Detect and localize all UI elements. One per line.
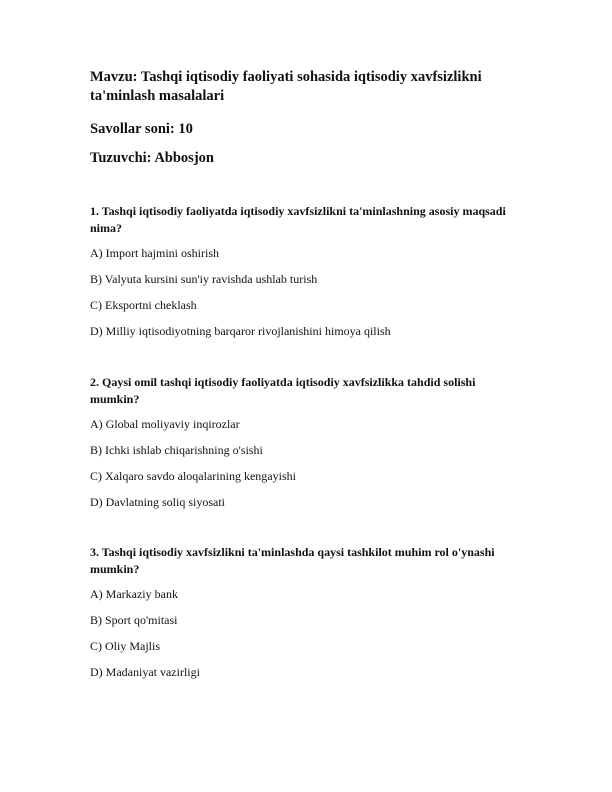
author-line: Tuzuvchi: Abbosjon — [90, 150, 214, 166]
question-text: 2. Qaysi omil tashqi iqtisodiy faoliyatda iqtisodiy xavfsizlikka tahdid solishi mumkin? — [90, 375, 476, 406]
answer-option-c: C) Oliy Majlis — [90, 639, 161, 653]
answer-options — [90, 417, 520, 510]
question-text: 3. Tashqi iqtisodiy xavfsizlikni ta'minlashda qaysi tashkilot muhim rol o'ynashi mumkin? — [90, 545, 495, 576]
answer-option-b: B) Valyuta kursini sun'iy ravishda ushlab turish — [90, 272, 318, 286]
question-count: Savollar soni: 10 — [90, 121, 193, 137]
answer-option-b: B) Sport qo'mitasi — [90, 613, 178, 627]
answer-option-a: A) Global moliyaviy inqirozlar — [90, 417, 240, 431]
answer-option-c: C) Xalqaro savdo aloqalarining kengayishi — [90, 469, 296, 483]
question-1 — [90, 203, 520, 350]
answer-option-c: C) Eksportni cheklash — [90, 298, 197, 312]
question-text: 1. Tashqi iqtisodiy faoliyatda iqtisodiy xavfsizlikni ta'minlashning asosiy maqsadi nima? — [90, 204, 506, 235]
answer-option-d: D) Milliy iqtisodiyotning barqaror rivojlanishini himoya qilish — [90, 324, 391, 338]
answer-option-a: A) Import hajmini oshirish — [90, 246, 219, 260]
answer-option-b: B) Ichki ishlab chiqarishning o'sishi — [90, 443, 263, 457]
answer-options — [90, 246, 520, 339]
question-3 — [90, 544, 520, 691]
answer-option-d: D) Madaniyat vazirligi — [90, 665, 200, 679]
answer-option-d: D) Davlatning soliq siyosati — [90, 495, 225, 509]
answer-option-a: A) Markaziy bank — [90, 587, 178, 601]
question-2 — [90, 374, 520, 521]
topic-heading: Mavzu: Tashqi iqtisodiy faoliyati sohasida iqtisodiy xavfsizlikni ta'minlash masalalari — [90, 69, 482, 104]
answer-options — [90, 587, 520, 680]
